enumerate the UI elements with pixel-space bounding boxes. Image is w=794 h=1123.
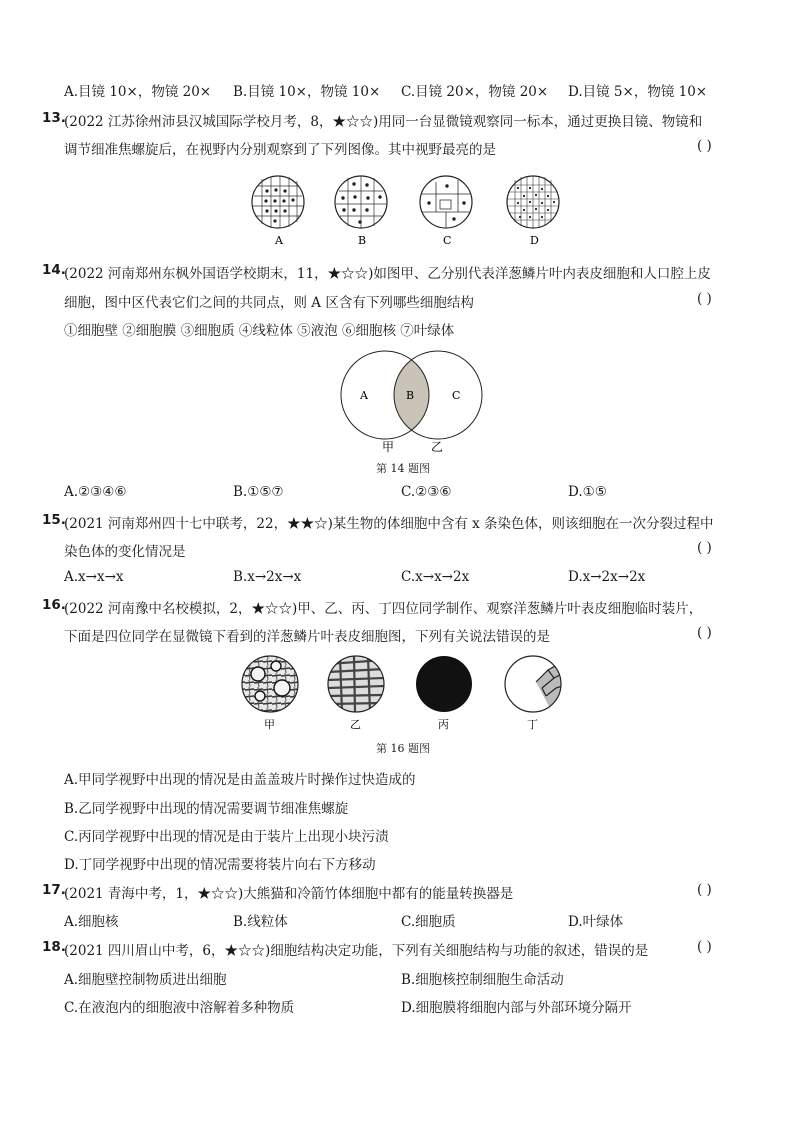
q18-option-c: C.在液泡内的细胞液中溶解着多种物质 <box>64 1000 295 1016</box>
venn-label-a: A <box>360 389 368 402</box>
q13-label-b: B <box>358 234 367 247</box>
q16-option-c: C.丙同学视野中出现的情况是由于装片上出现小块污渍 <box>64 829 389 845</box>
q15-option-a: A.x→x→x <box>64 569 124 585</box>
q15-stem-line1: (2021 河南郑州四十七中联考，22，★★☆)某生物的体细胞中含有 x 条染色体，则该细胞在一次分裂过程中 <box>64 516 714 532</box>
q14-option-c: C.②③⑥ <box>401 484 452 500</box>
q17-option-a: A.细胞核 <box>64 914 119 930</box>
q18-answer-blank: ( ) <box>697 939 712 955</box>
q12-option-b: B.目镜 10×，物镜 10× <box>233 84 381 100</box>
q16-label-jia: 甲 <box>264 718 275 731</box>
q16-option-b: B.乙同学视野中出现的情况需要调节细准焦螺旋 <box>64 801 349 817</box>
q18-option-b: B.细胞核控制细胞生命活动 <box>401 972 564 988</box>
q16-microscope-views <box>236 652 566 734</box>
q16-stem-line2: 下面是四位同学在显微镜下看到的洋葱鳞片叶表皮细胞图，下列有关说法错误的是 <box>64 629 550 645</box>
q13-label-d: D <box>530 234 539 247</box>
venn-label-b: B <box>406 389 415 402</box>
q16-stem-line1: (2022 河南豫中名校模拟，2，★☆☆)甲、乙、丙、丁四位同学制作、观察洋葱鳞片叶表皮细胞临时装片， <box>64 601 703 617</box>
q14-answer-blank: ( ) <box>697 291 712 307</box>
q15-stem-line2: 染色体的变化情况是 <box>64 544 186 560</box>
q17-option-c: C.细胞质 <box>401 914 456 930</box>
q16-view-yi <box>328 656 384 712</box>
q12-option-c: C.目镜 20×，物镜 20× <box>401 84 549 100</box>
q16-caption: 第 16 题图 <box>376 742 430 755</box>
q17-option-d: D.叶绿体 <box>568 914 624 930</box>
q13-view-d <box>507 176 559 228</box>
q17-number: 17. <box>42 882 66 898</box>
q17-stem: (2021 青海中考，1，★☆☆)大熊猫和冷箭竹体细胞中都有的能量转换器是 <box>64 886 514 902</box>
q14-caption: 第 14 题图 <box>376 462 430 475</box>
q16-number: 16. <box>42 597 66 613</box>
q14-option-d: D.①⑤ <box>568 484 607 500</box>
q16-option-d: D.丁同学视野中出现的情况需要将装片向右下方移动 <box>64 857 376 873</box>
q16-label-yi: 乙 <box>350 718 361 731</box>
q14-number: 14. <box>42 262 66 278</box>
q15-option-c: C.x→x→2x <box>401 569 470 585</box>
q13-view-b <box>335 176 387 228</box>
q13-view-a <box>252 176 304 228</box>
q15-number: 15. <box>42 512 66 528</box>
q13-microscope-views <box>240 172 570 250</box>
q14-option-a: A.②③④⑥ <box>64 484 127 500</box>
q15-option-b: B.x→2x→x <box>233 569 302 585</box>
q13-view-c <box>420 176 472 228</box>
q16-view-jia <box>242 656 298 712</box>
q14-stem-line1: (2022 河南郑州东枫外国语学校期末，11，★☆☆)如图甲、乙分别代表洋葱鳞片叶内表皮细胞和人口腔上皮 <box>64 266 711 282</box>
q12-option-d: D.目镜 5×，物镜 10× <box>568 84 708 100</box>
venn-label-yi: 乙 <box>431 440 444 454</box>
q16-answer-blank: ( ) <box>697 625 712 641</box>
q15-answer-blank: ( ) <box>697 540 712 556</box>
q16-label-ding: 丁 <box>527 718 538 731</box>
venn-label-c: C <box>452 389 461 402</box>
q14-structure-list: ①细胞壁 ②细胞膜 ③细胞质 ④线粒体 ⑤液泡 ⑥细胞核 ⑦叶绿体 <box>64 323 455 339</box>
q16-view-bing <box>416 656 472 712</box>
q13-number: 13. <box>42 110 66 126</box>
q13-label-c: C <box>443 234 452 247</box>
q18-option-a: A.细胞壁控制物质进出细胞 <box>64 972 227 988</box>
q13-answer-blank: ( ) <box>697 138 712 154</box>
q13-label-a: A <box>275 234 283 247</box>
q16-option-a: A.甲同学视野中出现的情况是由盖盖玻片时操作过快造成的 <box>64 772 416 788</box>
q13-stem-line2: 调节细准焦螺旋后，在视野内分别观察到了下列图像。其中视野最亮的是 <box>64 142 496 158</box>
q14-venn-diagram <box>335 343 485 455</box>
q16-label-bing: 丙 <box>438 718 449 731</box>
q13-stem-line1: (2022 江苏徐州沛县汉城国际学校月考，8，★☆☆)用同一台显微镜观察同一标本，通过更换目镜、物镜和 <box>64 114 703 130</box>
q12-option-a: A.目镜 10×，物镜 20× <box>64 84 212 100</box>
q17-answer-blank: ( ) <box>697 882 712 898</box>
q14-option-b: B.①⑤⑦ <box>233 484 284 500</box>
q18-stem: (2021 四川眉山中考，6，★☆☆)细胞结构决定功能，下列有关细胞结构与功能的叙述，错误的是 <box>64 943 649 959</box>
q15-option-d: D.x→2x→2x <box>568 569 646 585</box>
q18-option-d: D.细胞膜将细胞内部与外部环境分隔开 <box>401 1000 632 1016</box>
q18-number: 18. <box>42 939 66 955</box>
q17-option-b: B.线粒体 <box>233 914 288 930</box>
q14-stem-line2: 细胞，图中区代表它们之间的共同点，则 A 区含有下列哪些细胞结构 <box>64 295 474 311</box>
q16-view-ding <box>505 656 562 712</box>
venn-label-jia: 甲 <box>382 440 395 454</box>
